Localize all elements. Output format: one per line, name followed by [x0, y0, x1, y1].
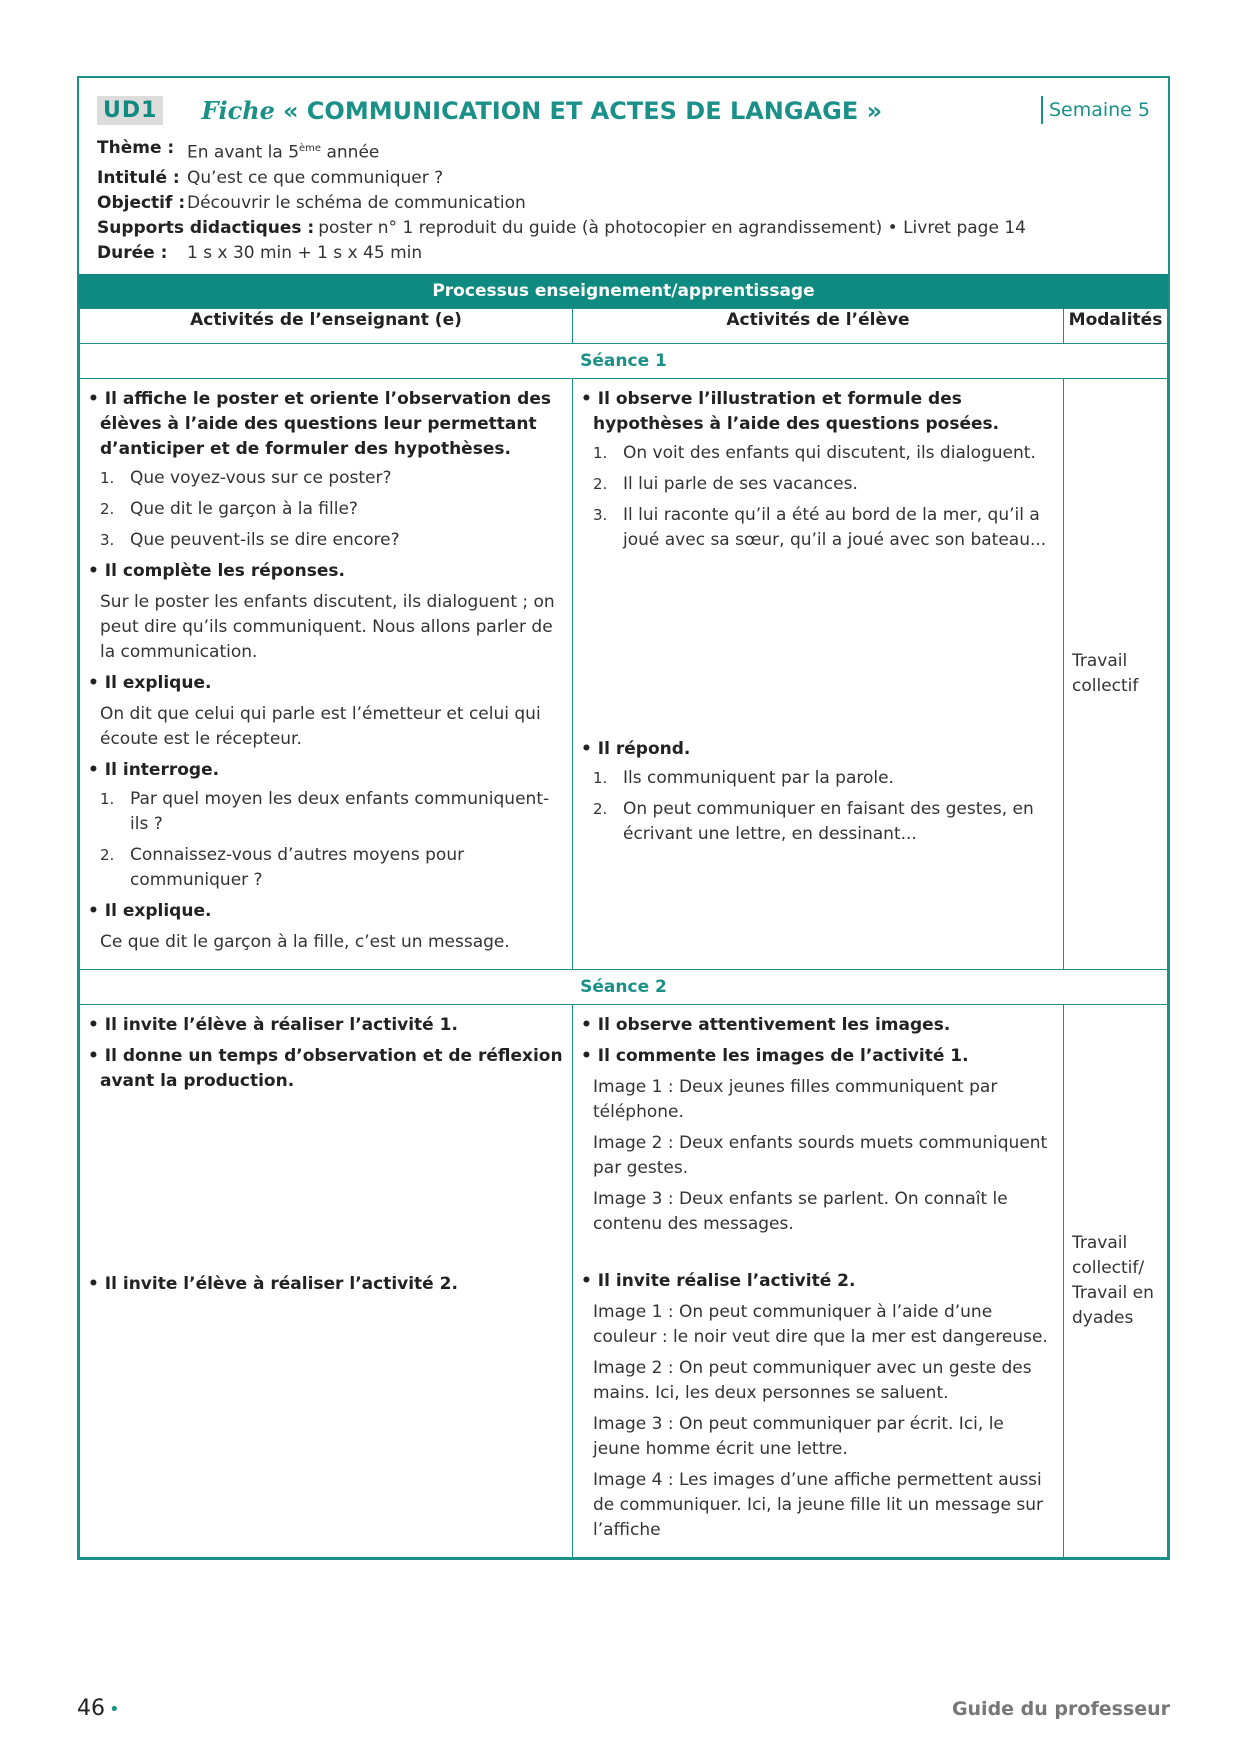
objectif-value: Découvrir le schéma de communication: [187, 192, 526, 213]
theme-post: année: [321, 142, 380, 163]
seance-2-teacher: [80, 1004, 573, 1557]
answer-text: Il lui raconte qu’il a été au bord de la mer, qu’il a joué avec sa sœur, qu’il a joué avec son bateau...: [623, 504, 1047, 550]
question-text: Que dit le garçon à la fille?: [130, 498, 358, 519]
col-teacher: Activités de l’enseignant (e): [80, 308, 573, 343]
student-step: • Il invite réalise l’activité 2.: [581, 1269, 1055, 1294]
spacer: [581, 1243, 1055, 1267]
fiche-title: « COMMUNICATION ET ACTES DE LANGAGE »: [282, 96, 883, 125]
seance-2-content: [80, 1004, 1168, 1557]
student-answers: [581, 766, 1055, 847]
answer-text: Il lui parle de ses vacances.: [623, 473, 858, 494]
meta-objectif: [97, 191, 1150, 216]
seance-1-content: [80, 378, 1168, 969]
title-row: [97, 90, 1150, 130]
list-item: 2. Connaissez-vous d’autres moyens pour communiquer ?: [88, 843, 564, 893]
supports-label: Supports didactiques :: [97, 217, 315, 238]
spacer: [581, 559, 1055, 735]
intitule-value: Qu’est ce que communiquer ?: [187, 167, 444, 188]
seance-1-label: Séance 1: [80, 343, 1168, 378]
teacher-step: • Il invite l’élève à réaliser l’activité 1.: [88, 1013, 564, 1038]
image-comment: Image 3 : On peut communiquer par écrit. Ici, le jeune homme écrit une lettre.: [593, 1413, 1004, 1459]
seance-2-row: [80, 969, 1168, 1004]
seance-2-student: [573, 1004, 1064, 1557]
process-band: Processus enseignement/apprentissage: [79, 274, 1168, 308]
answer-text: Ils communiquent par la parole.: [623, 767, 894, 788]
teacher-step: • Il complète les réponses.: [88, 559, 564, 584]
list-item: 2. Que dit le garçon à la fille?: [88, 497, 564, 522]
bullet-dot-icon: •: [109, 1699, 120, 1720]
supports-value: poster n° 1 reproduit du guide (à photocopier en agrandissement) • Livret page 14: [318, 217, 1026, 238]
teacher-step: • Il explique.: [88, 671, 564, 696]
spacer: [88, 1094, 564, 1270]
image-comment: Image 1 : Deux jeunes filles communiquent par téléphone.: [593, 1076, 998, 1122]
teacher-text: Sur le poster les enfants discutent, ils dialoguent ; on peut dire qu’ils communiquent. Nous allons parler de la communication.: [100, 591, 555, 662]
objectif-label: Objectif :: [97, 192, 186, 213]
sheet-meta: [97, 136, 1150, 266]
meta-intitule: [97, 166, 1150, 191]
teacher-step: • Il interroge.: [88, 758, 564, 783]
sheet-header: [79, 78, 1168, 274]
list-item: 1. Ils communiquent par la parole.: [581, 766, 1055, 791]
fiche-prefix: Fiche: [201, 95, 275, 125]
footer-guide: Guide du professeur: [951, 1698, 1170, 1720]
list-item: 2. On peut communiquer en faisant des gestes, en écrivant une lettre, en dessinant...: [581, 797, 1055, 847]
question-text: Que peuvent-ils se dire encore?: [130, 529, 400, 550]
seance-1-teacher: [80, 378, 573, 969]
student-step: • Il commente les images de l’activité 1.: [581, 1044, 1055, 1069]
theme-value: [187, 136, 379, 166]
column-headers: [80, 308, 1168, 343]
seance-1-modalite: Travail collectif: [1064, 378, 1168, 969]
teacher-questions: [88, 787, 564, 893]
student-step: • Il répond.: [581, 737, 1055, 762]
col-student: Activités de l’élève: [573, 308, 1064, 343]
teacher-step: • Il invite l’élève à réaliser l’activité 2.: [88, 1272, 564, 1297]
duree-label: Durée :: [97, 242, 168, 263]
theme-label: Thème :: [97, 138, 175, 158]
seance-2-label: Séance 2: [80, 969, 1168, 1004]
list-item: 3. Que peuvent-ils se dire encore?: [88, 528, 564, 553]
question-text: Connaissez-vous d’autres moyens pour communiquer ?: [130, 844, 465, 890]
meta-supports: [97, 216, 1150, 241]
theme-sup: ème: [299, 143, 322, 154]
seance-2-modalite: [1064, 1004, 1168, 1557]
image-comment: Image 2 : On peut communiquer avec un geste des mains. Ici, les deux personnes se saluent.: [593, 1357, 1032, 1403]
meta-theme: [97, 136, 1150, 166]
image-comment: Image 4 : Les images d’une affiche permettent aussi de communiquer. Ici, la jeune fille lit un message sur l’affiche: [593, 1469, 1043, 1540]
teacher-step: • Il explique.: [88, 899, 564, 924]
page-number: 46: [77, 1696, 105, 1721]
student-step: • Il observe l’illustration et formule des hypothèses à l’aide des questions posées.: [581, 387, 1055, 437]
image-comment: Image 3 : Deux enfants se parlent. On connaît le contenu des messages.: [593, 1188, 1008, 1234]
duree-value: 1 s x 30 min + 1 s x 45 min: [187, 242, 423, 263]
teacher-text: Ce que dit le garçon à la fille, c’est un message.: [100, 931, 510, 952]
image-comment: Image 2 : Deux enfants sourds muets communiquent par gestes.: [593, 1132, 1048, 1178]
student-step: • Il observe attentivement les images.: [581, 1013, 1055, 1038]
unit-badge: UD1: [97, 96, 163, 125]
student-answers: [581, 441, 1055, 553]
activities-table: [79, 308, 1168, 1558]
theme-pre: En avant la 5: [187, 142, 300, 163]
seance-1-row: [80, 343, 1168, 378]
list-item: 1. Que voyez-vous sur ce poster?: [88, 466, 564, 491]
col-modalites: Modalités: [1064, 308, 1168, 343]
list-item: 1. On voit des enfants qui discutent, ils dialoguent.: [581, 441, 1055, 466]
week-label: Semaine 5: [1041, 96, 1150, 124]
page-footer: [77, 1696, 1170, 1721]
list-item: 1. Par quel moyen les deux enfants communiquent-ils ?: [88, 787, 564, 837]
seance-1-student: [573, 378, 1064, 969]
page-number-wrap: [77, 1696, 120, 1721]
teacher-step: • Il donne un temps d’observation et de réflexion avant la production.: [88, 1044, 564, 1094]
lesson-sheet: [77, 76, 1170, 1560]
meta-duree: [97, 241, 1150, 266]
teacher-text: On dit que celui qui parle est l’émetteur et celui qui écoute est le récepteur.: [100, 703, 541, 749]
modalite-line: Travail collectif/: [1072, 1232, 1145, 1278]
intitule-label: Intitulé :: [97, 167, 180, 188]
image-comment: Image 1 : On peut communiquer à l’aide d’une couleur : le noir veut dire que la mer est dangereuse.: [593, 1301, 1048, 1347]
question-text: Que voyez-vous sur ce poster?: [130, 467, 392, 488]
answer-text: On peut communiquer en faisant des gestes, en écrivant une lettre, en dessinant...: [623, 798, 1034, 844]
question-text: Par quel moyen les deux enfants communiquent-ils ?: [130, 788, 550, 834]
list-item: 2. Il lui parle de ses vacances.: [581, 472, 1055, 497]
sheet-title: [201, 96, 882, 125]
modalite-line: Travail en dyades: [1072, 1282, 1154, 1328]
list-item: 3. Il lui raconte qu’il a été au bord de la mer, qu’il a joué avec sa sœur, qu’il a joué avec son bateau...: [581, 503, 1055, 553]
teacher-questions: [88, 466, 564, 553]
teacher-step: • Il affiche le poster et oriente l’observation des élèves à l’aide des questions leur permettant d’anticiper et de formuler des hypothèses.: [88, 387, 564, 462]
answer-text: On voit des enfants qui discutent, ils dialoguent.: [623, 442, 1036, 463]
